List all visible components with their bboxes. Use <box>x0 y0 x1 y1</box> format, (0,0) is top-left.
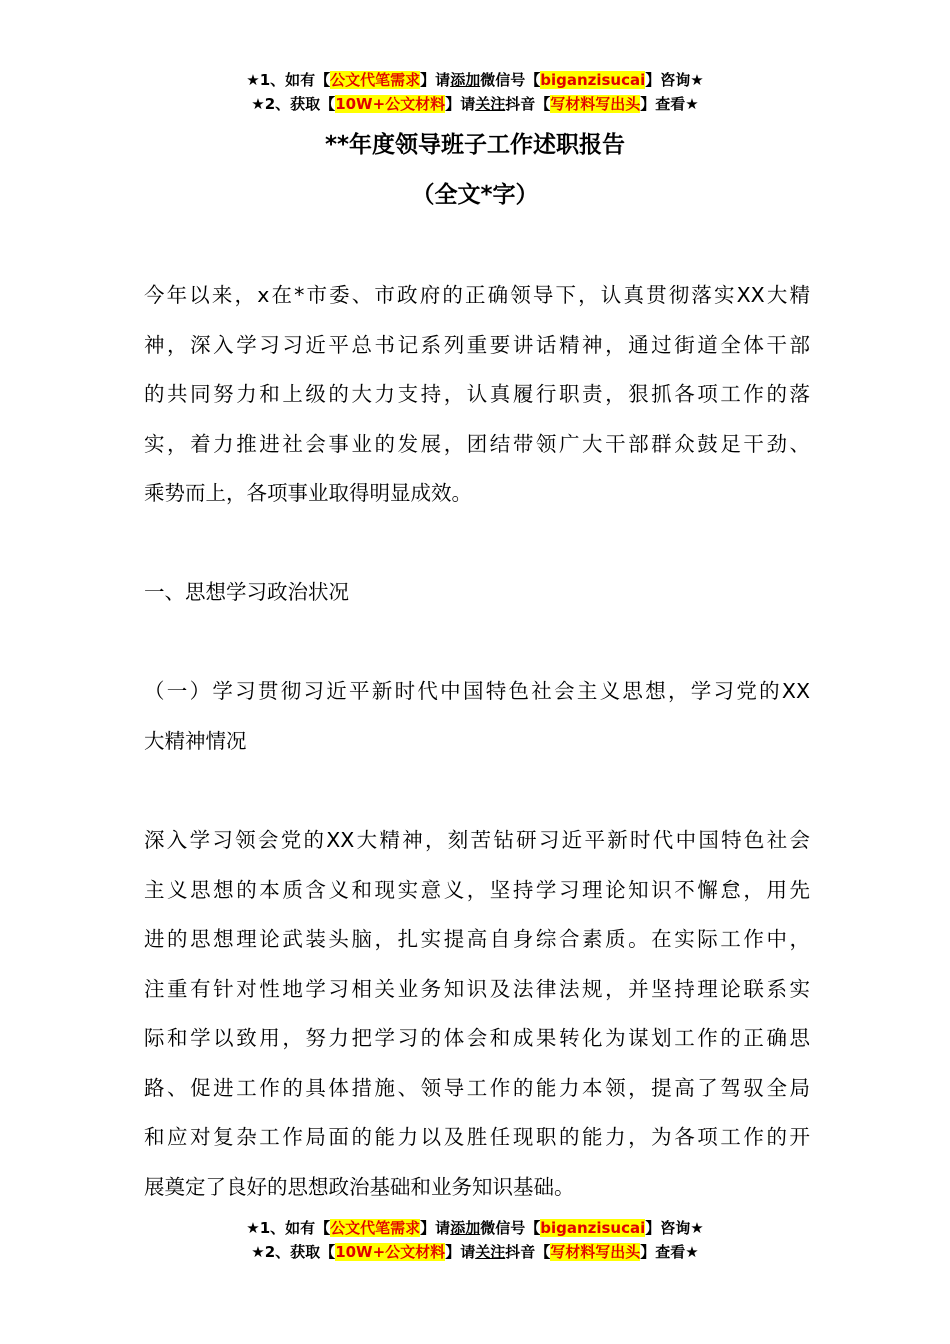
subsection-heading <box>144 667 810 766</box>
document-title: **年度领导班子工作述职报告 <box>324 132 626 158</box>
banner-text: 】咨询★ <box>645 71 704 89</box>
banner-text: 微信号【 <box>480 1219 541 1237</box>
banner-line-1 <box>0 68 950 92</box>
banner-text: 】请 <box>445 95 476 113</box>
banner-underlined: 关注 <box>475 95 506 113</box>
banner-highlight: biganzisucai <box>540 1219 646 1237</box>
banner-underlined: 添加 <box>450 1219 481 1237</box>
banner-highlight: biganzisucai <box>540 71 646 89</box>
banner-underlined: 关注 <box>475 1243 506 1261</box>
banner-line-2 <box>0 1240 950 1264</box>
banner-line-2 <box>0 92 950 116</box>
banner-text: ★1、如有【 <box>246 1219 331 1237</box>
text-line: 实，着力推进社会事业的发展，团结带领广大干部群众鼓足干劲、 <box>144 431 810 456</box>
section-heading-text: 一、思想学习政治状况 <box>144 580 349 604</box>
document-subtitle: （全文*字） <box>411 182 539 208</box>
text-line: 今年以来，x在*市委、市政府的正确领导下，认真贯彻落实XX大精 <box>144 283 810 307</box>
text-line: 注重有针对性地学习相关业务知识及法律法规，并坚持理论联系实 <box>144 976 810 1001</box>
banner-text: ★2、获取【 <box>251 95 336 113</box>
text-line: 展奠定了良好的思想政治基础和业务知识基础。 <box>144 1174 575 1199</box>
footer-banner <box>0 1216 950 1264</box>
subsection-heading-text: 大精神情况 <box>144 728 247 753</box>
banner-underlined: 添加 <box>450 71 481 89</box>
banner-text: 】请 <box>420 71 451 89</box>
banner-text: 】咨询★ <box>645 1219 704 1237</box>
text-line: 路、促进工作的具体措施、领导工作的能力本领，提高了驾驭全局 <box>144 1075 810 1100</box>
text-line: 的共同努力和上级的大力支持，认真履行职责，狠抓各项工作的落 <box>144 382 810 406</box>
text-line: 际和学以致用，努力把学习的体会和成果转化为谋划工作的正确思 <box>144 1026 810 1050</box>
text-line: 进的思想理论武装头脑，扎实提高自身综合素质。在实际工作中， <box>144 927 810 951</box>
banner-text: 】请 <box>445 1243 476 1261</box>
banner-highlight: 公文代笔需求 <box>330 71 421 89</box>
text-line: 和应对复杂工作局面的能力以及胜任现职的能力，为各项工作的开 <box>144 1125 810 1149</box>
banner-text: 】请 <box>420 1219 451 1237</box>
text-line: 乘势而上，各项事业取得明显成效。 <box>144 481 472 505</box>
banner-text: ★1、如有【 <box>246 71 331 89</box>
banner-line-1 <box>0 1216 950 1240</box>
banner-highlight: 写材料写出头 <box>550 95 641 113</box>
subsection-heading-text: （一）学习贯彻习近平新时代中国特色社会主义思想，学习党的XX <box>144 679 810 703</box>
banner-text: 】查看★ <box>640 1243 699 1261</box>
banner-text: 抖音【 <box>505 95 551 113</box>
banner-highlight: 公文代笔需求 <box>330 1219 421 1237</box>
text-line: 主义思想的本质含义和现实意义，坚持学习理论知识不懈怠，用先 <box>144 877 810 902</box>
banner-text: ★2、获取【 <box>251 1243 336 1261</box>
intro-paragraph <box>144 271 810 519</box>
banner-highlight: 10W+公文材料 <box>335 1243 446 1261</box>
text-line: 深入学习领会党的XX大精神，刻苦钻研习近平新时代中国特色社会 <box>144 828 810 852</box>
banner-highlight: 写材料写出头 <box>550 1243 641 1261</box>
body-paragraph <box>144 816 810 1212</box>
header-banner <box>0 68 950 116</box>
banner-text: 】查看★ <box>640 95 699 113</box>
banner-highlight: 10W+公文材料 <box>335 95 446 113</box>
text-line: 神，深入学习习近平总书记系列重要讲话精神，通过街道全体干部 <box>144 332 810 357</box>
section-heading <box>144 568 810 618</box>
banner-text: 抖音【 <box>505 1243 551 1261</box>
banner-text: 微信号【 <box>480 71 541 89</box>
